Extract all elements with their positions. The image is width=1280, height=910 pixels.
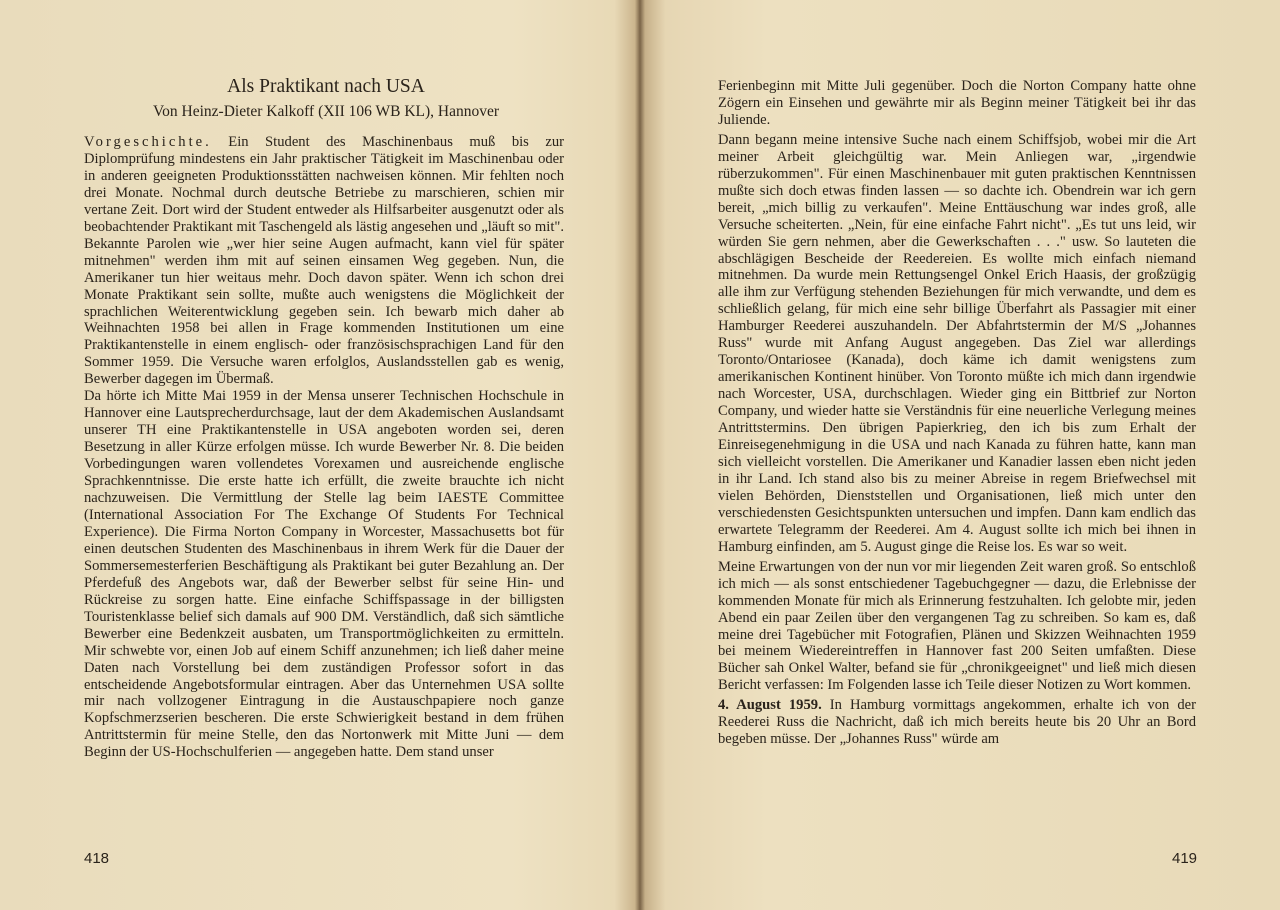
right-page-body <box>718 78 1196 748</box>
paragraph-text: Ein Student des Maschinenbaus muß bis zur Diplomprüfung mindestens ein Jahr praktischer Tätigkeit im Maschinenbau oder in anderen geeigneten Produktionsstätten nachweisen können. Mir fehlten noch drei Monate. Nochmal durch deutsche Betriebe zu marschieren, schien mir vertane Zeit. Dort wird der Student entweder als Hilfsarbeiter ausgenutzt oder als beobachtender Praktikant mit Taschengeld als lästig angesehen und „läuft so mit". Bekannte Parolen wie „wer hier seine Augen aufmacht, kann viel für später mitnehmen" werden ihm mit auf seinen einsamen Weg gegeben. Nun, die Amerikaner tun hier weitaus mehr. Doch davon später. Wenn ich schon drei Monate Praktikant sein sollte, mußte auch wenigstens die Möglichkeit der sprachlichen Weiterentwicklung gegeben sein. Ich bewarb mich daher ab Weihnachten 1958 bei allen in Frage kommenden Institutionen um eine Praktikantenstelle in einem englisch- oder französischsprachigen Land für den Sommer 1959. Die Versuche waren erfolglos, Auslandsstellen gab es wenig, Bewerber dagegen im Übermaß. <box>84 134 564 388</box>
paragraph-text: In Hamburg vormittags angekommen, erhalte ich von der Reederei Russ die Nachricht, daß ich mich bereits heute bis 20 Uhr an Bord begeben müsse. Der „Johannes Russ" würde am <box>718 697 1196 748</box>
article-title: Als Praktikant nach USA <box>227 76 425 97</box>
left-page-body <box>84 134 564 761</box>
paragraph-diary-entry <box>718 697 1196 748</box>
right-page <box>642 0 1280 910</box>
article-byline: Von Heinz-Dieter Kalkoff (XII 106 WB KL), Hannover <box>152 103 500 120</box>
section-lead: Vorgeschichte. <box>84 134 212 150</box>
page-number: 419 <box>1172 850 1198 867</box>
paragraph: Meine Erwartungen von der nun vor mir liegenden Zeit waren groß. So entschloß ich mich — als sonst entschiedener Tagebuchgegner — dazu, die Erlebnisse der kommenden Monate für mich als Erinnerung festzuhalten. Ich gelobte mir, jeden Abend ein paar Zeilen über den vergangenen Tag zu schreiben. So kam es, daß meine drei Tagebücher mit Fotografien, Plänen und Skizzen Weihnachten 1959 bei meinem Wiedereintreffen in Hannover fast 200 Seiten umfaßten. Diese Bücher sah Onkel Walter, befand sie für „chronikgeeignet" und ließ mich diesen Bericht verfassen: Im Folgenden lasse ich Teile dieser Notizen zu Wort kommen. <box>718 558 1196 694</box>
page-number: 418 <box>84 850 110 867</box>
diary-date-heading: 4. August 1959. <box>718 697 822 714</box>
paragraph: Ferienbeginn mit Mitte Juli gegenüber. Doch die Norton Company hatte ohne Zögern ein Einsehen und gewährte mir als Beginn meiner Tätigkeit bei ihr das Juliende. <box>718 78 1196 128</box>
left-page <box>0 0 638 910</box>
paragraph-vorgeschichte <box>84 134 564 388</box>
paragraph: Dann begann meine intensive Suche nach einem Schiffsjob, wobei mir die Art meiner Arbeit gleichgültig war. Mein Anliegen war, „irgendwie rüberzukommen". Für einen Maschinenbauer mit guten praktischen Kenntnissen mußte sich doch etwas finden lassen — so dachte ich. Obendrein war ich gern bereit, „mich billig zu verkaufen". Meine Enttäuschung war indes groß, alle Versuche scheiterten. „Nein, für eine einfache Fahrt nicht". „Es tut uns leid, wir würden Sie gern nehmen, aber die Gewerkschaften . . ." usw. So lauteten die abschlägigen Bescheide der Reedereien. Es wollte mich einfach niemand mitnehmen. Da wurde mein Rettungsengel Onkel Erich Haasis, der großzügig alle ihm zur Verfügung stehenden Beziehungen für mich verwandte, und dem es schließlich gelang, für mich eine sehr billige Überfahrt als Passagier mit einer Hamburger Reederei auszuhandeln. Der Abfahrtstermin der M/S „Johannes Russ" wurde mit Anfang August angegeben. Das Ziel war allerdings Toronto/Ontariosee (Kanada), doch käme ich damit wenigstens zum amerikanischen Kontinent hinüber. Von Toronto müßte ich mich dann irgendwie nach Worcester, USA, durchschlagen. Wieder ging ein Bittbrief zur Norton Company, und wieder hatte sie Verständnis für eine neuerliche Verlegung meines Antrittstermins. Den übrigen Papierkrieg, den ich bis zum Erhalt der Einreisegenehmigung in die USA und nach Kanada zu führen hatte, kann man sich vielleicht vorstellen. Die Amerikaner und Kanadier lassen eben nicht jeden in ihr Land. Ich stand also bis zu meiner Abreise in regem Briefwechsel mit vielen Behörden, Dienststellen und Organisationen, ließ mich unter den verschiedensten Gesichtspunkten untersuchen und impfen. Dann kam endlich das erwartete Telegramm der Reederei. Am 4. August sollte ich mich bei ihnen in Hamburg einfinden, am 5. August ginge die Reise los. Es war so weit. <box>718 131 1196 555</box>
paragraph: Da hörte ich Mitte Mai 1959 in der Mensa unserer Technischen Hochschule in Hannover eine Lautsprecherdurchsage, laut der dem Akademischen Auslandsamt unserer TH eine Praktikantenstelle in USA angeboten worden sei, deren Besetzung in aller Kürze erfolgen müsse. Ich wurde Bewerber Nr. 8. Die beiden Vorbedingungen waren vollendetes Vorexamen und ausreichende englische Sprachkenntnisse. Die erste hatte ich erfüllt, die zweite brauchte ich nicht nachzuweisen. Die Vermittlung der Stelle lag beim IAESTE Committee (International Association For The Exchange Of Students For Technical Experience). Die Firma Norton Company in Worcester, Massachusetts bot für einen deutschen Studenten des Maschinenbaus in ihrem Werk für die Dauer der Sommersemesterferien Beschäftigung als Praktikant bei guter Bezahlung an. Der Pferdefuß des Angebots war, daß der Bewerber selbst für seine Hin- und Rückreise zu sorgen hatte. Eine einfache Schiffspassage in der billigsten Touristenklasse belief sich damals auf 900 DM. Verständlich, daß sich sämtliche Bewerber eine Bedenkzeit ausbaten, um Transportmöglichkeiten zu ermitteln. Mir schwebte vor, einen Job auf einem Schiff anzunehmen; ich ließ daher meine Daten nach Vorstellung bei dem zuständigen Professor sofort in das entscheidende Angebotsformular eintragen. Aber das Unternehmen USA sollte mir nach vollzogener Eintragung in die Austauschpapiere noch ganze Kopfschmerzserien bescheren. Die erste Schwierigkeit bestand in dem frühen Antrittstermin für meine Stelle, den das Nortonwerk mit Mitte Juni — dem Beginn der US-Hochschulferien — angegeben hatte. Dem stand unser <box>84 388 564 761</box>
